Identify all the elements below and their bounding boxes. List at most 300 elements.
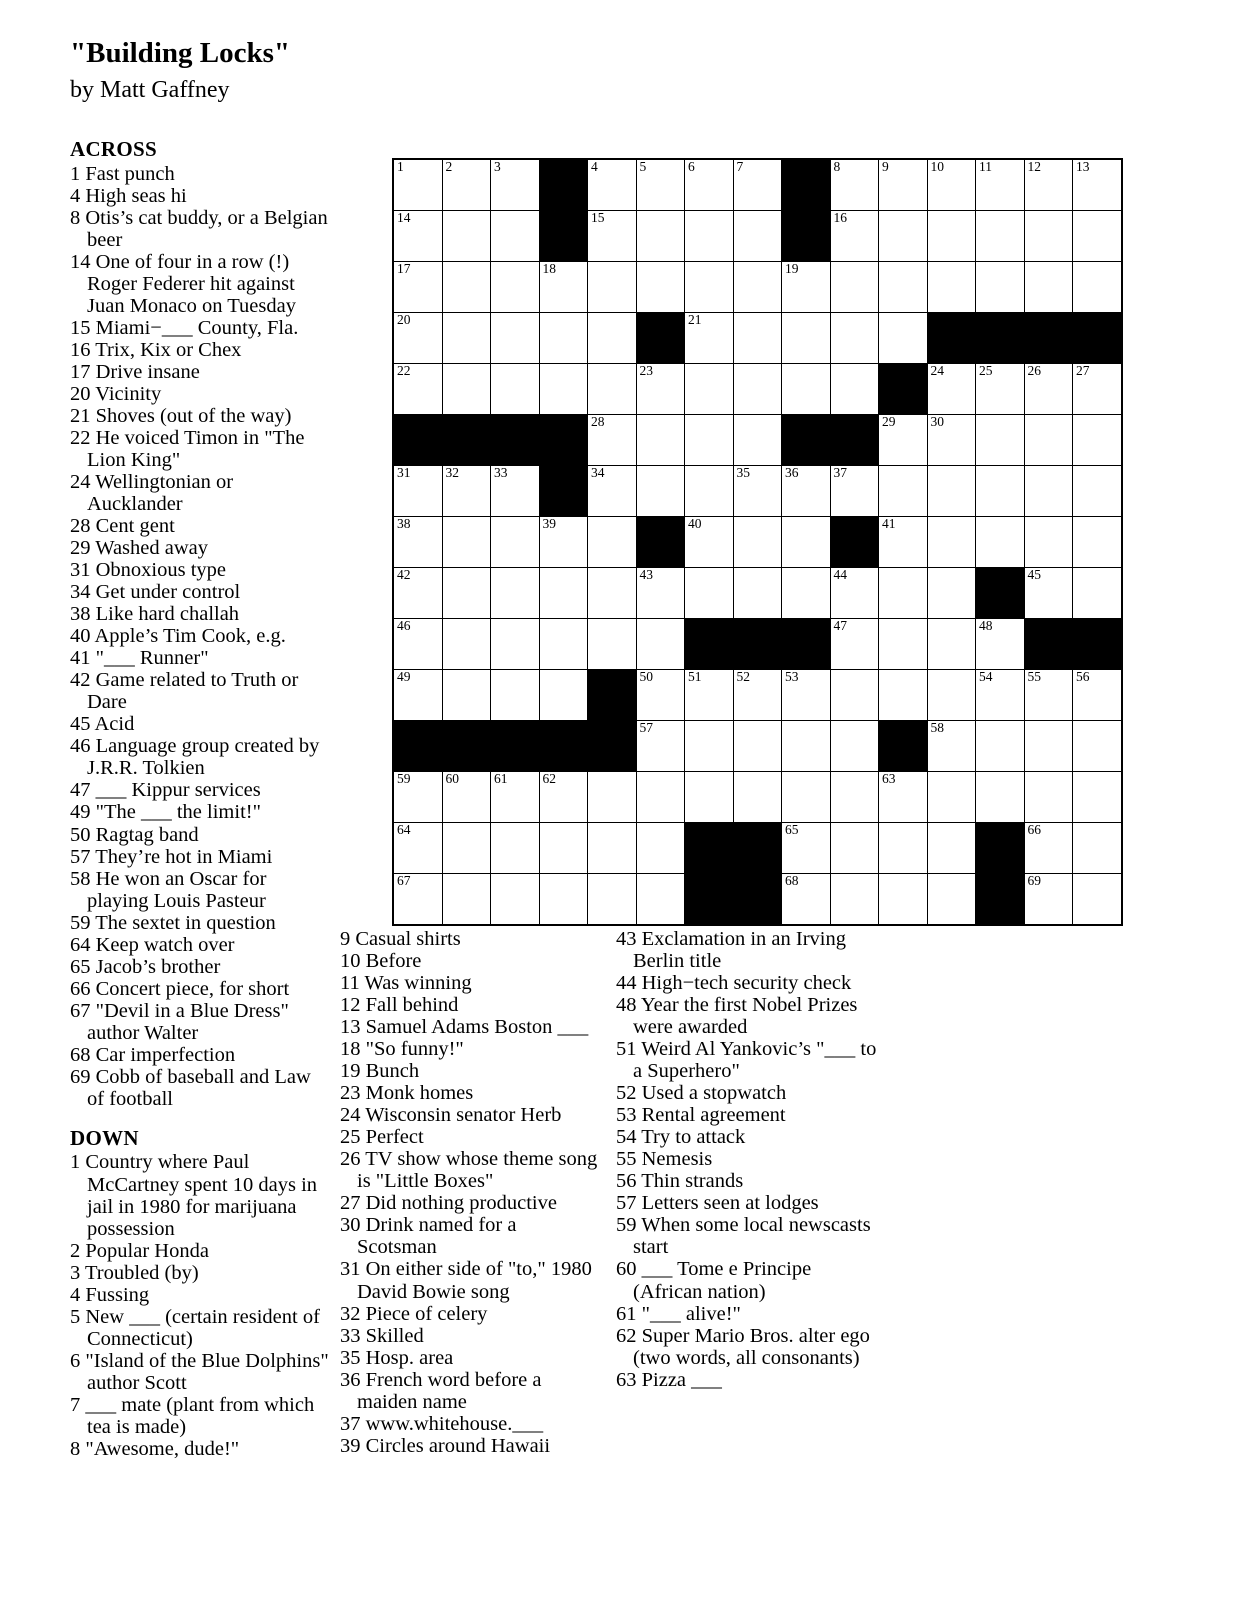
grid-cell[interactable] bbox=[733, 262, 782, 313]
grid-cell-number: 61 bbox=[494, 771, 508, 786]
grid-cell[interactable] bbox=[588, 262, 637, 313]
grid-cell[interactable] bbox=[393, 159, 442, 211]
clue-item: 23 Monk homes bbox=[340, 1082, 474, 1105]
grid-cell[interactable] bbox=[1024, 721, 1073, 772]
grid-cell[interactable] bbox=[879, 211, 928, 262]
grid-cell[interactable] bbox=[442, 823, 491, 874]
grid-cell[interactable] bbox=[685, 568, 734, 619]
clue-item: 40 Apple’s Tim Cook, e.g. bbox=[70, 625, 286, 648]
grid-cell[interactable] bbox=[1024, 823, 1073, 874]
grid-cell[interactable] bbox=[782, 823, 831, 874]
clue-item: 2 Popular Honda bbox=[70, 1239, 209, 1262]
grid-cell-block bbox=[539, 415, 588, 466]
grid-cell[interactable] bbox=[685, 772, 734, 823]
clue-item: 28 Cent gent bbox=[70, 515, 175, 538]
grid-cell[interactable] bbox=[830, 466, 879, 517]
grid-cell-block bbox=[830, 517, 879, 568]
grid-row bbox=[393, 721, 1122, 772]
grid-cell[interactable] bbox=[539, 313, 588, 364]
clue-item: 41 "___ Runner" bbox=[70, 647, 209, 670]
grid-cell-number: 64 bbox=[397, 822, 411, 837]
grid-cell-block bbox=[879, 364, 928, 415]
grid-cell[interactable] bbox=[491, 364, 540, 415]
down-clue-column-2 bbox=[340, 928, 598, 1457]
grid-cell[interactable] bbox=[733, 721, 782, 772]
grid-cell-number: 22 bbox=[397, 363, 411, 378]
clue-item: 38 Like hard challah bbox=[70, 603, 240, 626]
clue-item: 64 Keep watch over bbox=[70, 933, 235, 956]
grid-cell[interactable] bbox=[733, 415, 782, 466]
clue-item: 33 Skilled bbox=[340, 1324, 424, 1347]
grid-cell[interactable] bbox=[685, 721, 734, 772]
grid-cell[interactable] bbox=[1024, 568, 1073, 619]
clue-item: 60 ___ Tome e Principe (African nation) bbox=[616, 1258, 812, 1303]
grid-cell[interactable] bbox=[491, 313, 540, 364]
grid-cell[interactable] bbox=[830, 568, 879, 619]
grid-cell-number: 25 bbox=[979, 363, 993, 378]
grid-cell-number: 26 bbox=[1027, 363, 1041, 378]
grid-cell[interactable] bbox=[685, 262, 734, 313]
grid-cell-number: 59 bbox=[397, 771, 411, 786]
grid-cell-block bbox=[976, 313, 1025, 364]
grid-cell[interactable] bbox=[685, 670, 734, 721]
grid-cell-block bbox=[539, 466, 588, 517]
grid-cell-block bbox=[588, 721, 637, 772]
grid-cell[interactable] bbox=[636, 670, 685, 721]
clue-item: 67 "Devil in a Blue Dress" author Walter bbox=[70, 999, 289, 1044]
clue-item: 1 Fast punch bbox=[70, 162, 175, 185]
grid-cell[interactable] bbox=[1073, 415, 1122, 466]
down-heading: DOWN bbox=[70, 1125, 139, 1150]
grid-cell[interactable] bbox=[685, 364, 734, 415]
grid-cell[interactable] bbox=[879, 517, 928, 568]
grid-cell[interactable] bbox=[539, 619, 588, 670]
grid-cell[interactable] bbox=[491, 517, 540, 568]
grid-cell[interactable] bbox=[442, 670, 491, 721]
clue-item: 39 Circles around Hawaii bbox=[340, 1434, 551, 1457]
grid-cell[interactable] bbox=[1024, 772, 1073, 823]
grid-row bbox=[393, 619, 1122, 670]
clue-column-spacer bbox=[70, 1110, 332, 1127]
grid-cell[interactable] bbox=[491, 619, 540, 670]
grid-cell[interactable] bbox=[636, 823, 685, 874]
across-clue-column bbox=[70, 138, 332, 1460]
grid-cell[interactable] bbox=[636, 466, 685, 517]
clue-item: 63 Pizza ___ bbox=[616, 1368, 722, 1391]
grid-cell[interactable] bbox=[588, 313, 637, 364]
grid-cell-number: 40 bbox=[688, 516, 702, 531]
grid-cell-block bbox=[1024, 619, 1073, 670]
grid-cell[interactable] bbox=[393, 568, 442, 619]
grid-cell[interactable] bbox=[927, 159, 976, 211]
grid-cell[interactable] bbox=[927, 619, 976, 670]
grid-cell-number: 30 bbox=[930, 414, 944, 429]
grid-cell-block bbox=[539, 721, 588, 772]
grid-cell[interactable] bbox=[393, 364, 442, 415]
grid-cell[interactable] bbox=[976, 670, 1025, 721]
grid-cell-number: 60 bbox=[445, 771, 459, 786]
grid-cell-number: 69 bbox=[1027, 873, 1041, 888]
grid-cell[interactable] bbox=[393, 517, 442, 568]
grid-cell[interactable] bbox=[588, 517, 637, 568]
grid-cell[interactable] bbox=[393, 211, 442, 262]
grid-cell-number: 32 bbox=[445, 465, 459, 480]
grid-cell-number: 47 bbox=[833, 618, 847, 633]
grid-cell-number: 39 bbox=[542, 516, 556, 531]
grid-cell[interactable] bbox=[588, 619, 637, 670]
grid-cell[interactable] bbox=[636, 619, 685, 670]
grid-cell[interactable] bbox=[782, 568, 831, 619]
grid-cell[interactable] bbox=[782, 364, 831, 415]
grid-cell[interactable] bbox=[588, 568, 637, 619]
grid-cell-number: 1 bbox=[397, 159, 404, 174]
grid-cell[interactable] bbox=[636, 874, 685, 926]
clue-item: 31 Obnoxious type bbox=[70, 559, 227, 582]
grid-cell-number: 57 bbox=[639, 720, 653, 735]
grid-cell[interactable] bbox=[1073, 568, 1122, 619]
page-title: "Building Locks" bbox=[70, 37, 290, 69]
grid-cell[interactable] bbox=[733, 517, 782, 568]
grid-cell[interactable] bbox=[830, 364, 879, 415]
grid-cell[interactable] bbox=[733, 211, 782, 262]
grid-cell-number: 33 bbox=[494, 465, 508, 480]
grid-cell[interactable] bbox=[539, 262, 588, 313]
grid-cell[interactable] bbox=[1024, 466, 1073, 517]
grid-cell[interactable] bbox=[491, 262, 540, 313]
grid-cell[interactable] bbox=[636, 262, 685, 313]
grid-cell[interactable] bbox=[491, 772, 540, 823]
grid-cell[interactable] bbox=[588, 466, 637, 517]
grid-cell-number: 19 bbox=[785, 261, 799, 276]
grid-cell-block bbox=[393, 721, 442, 772]
grid-cell[interactable] bbox=[782, 772, 831, 823]
grid-cell[interactable] bbox=[1024, 364, 1073, 415]
grid-cell-number: 20 bbox=[397, 312, 411, 327]
grid-cell[interactable] bbox=[879, 313, 928, 364]
grid-cell-number: 7 bbox=[736, 159, 744, 174]
grid-cell[interactable] bbox=[879, 159, 928, 211]
grid-cell-block bbox=[491, 415, 540, 466]
clue-item: 47 ___ Kippur services bbox=[70, 779, 261, 802]
grid-cell[interactable] bbox=[830, 874, 879, 926]
grid-cell[interactable] bbox=[539, 670, 588, 721]
grid-cell[interactable] bbox=[927, 517, 976, 568]
grid-cell-block bbox=[733, 619, 782, 670]
grid-cell[interactable] bbox=[1073, 159, 1122, 211]
grid-cell[interactable] bbox=[830, 772, 879, 823]
grid-cell[interactable] bbox=[393, 313, 442, 364]
clue-item: 21 Shoves (out of the way) bbox=[70, 404, 292, 427]
grid-cell[interactable] bbox=[976, 619, 1025, 670]
grid-cell[interactable] bbox=[927, 568, 976, 619]
grid-cell-block bbox=[442, 721, 491, 772]
clue-item: 34 Get under control bbox=[70, 581, 241, 604]
grid-cell[interactable] bbox=[782, 874, 831, 926]
grid-cell[interactable] bbox=[1024, 874, 1073, 926]
grid-cell[interactable] bbox=[830, 823, 879, 874]
grid-cell[interactable] bbox=[782, 262, 831, 313]
grid-cell[interactable] bbox=[1073, 211, 1122, 262]
grid-cell[interactable] bbox=[782, 466, 831, 517]
grid-cell[interactable] bbox=[782, 517, 831, 568]
grid-cell[interactable] bbox=[491, 823, 540, 874]
grid-cell[interactable] bbox=[685, 415, 734, 466]
grid-cell[interactable] bbox=[636, 415, 685, 466]
grid-cell-number: 65 bbox=[785, 822, 799, 837]
grid-cell[interactable] bbox=[879, 670, 928, 721]
clue-item: 36 French word before a maiden name bbox=[340, 1368, 542, 1413]
grid-cell-number: 36 bbox=[785, 465, 799, 480]
grid-cell[interactable] bbox=[393, 772, 442, 823]
grid-cell[interactable] bbox=[539, 874, 588, 926]
grid-cell-number: 29 bbox=[882, 414, 896, 429]
grid-cell-number: 48 bbox=[979, 618, 993, 633]
grid-cell[interactable] bbox=[830, 313, 879, 364]
grid-cell[interactable] bbox=[879, 466, 928, 517]
grid-cell[interactable] bbox=[927, 721, 976, 772]
grid-cell[interactable] bbox=[539, 823, 588, 874]
grid-cell-block bbox=[1073, 313, 1122, 364]
grid-row bbox=[393, 772, 1122, 823]
grid-cell[interactable] bbox=[491, 159, 540, 211]
grid-cell-number: 15 bbox=[591, 210, 605, 225]
crossword-grid[interactable] bbox=[392, 158, 1123, 926]
grid-cell-number: 34 bbox=[591, 465, 605, 480]
grid-cell[interactable] bbox=[733, 670, 782, 721]
clue-item: 58 He won an Oscar for playing Louis Pasteur bbox=[70, 867, 267, 912]
grid-cell[interactable] bbox=[1073, 262, 1122, 313]
grid-cell[interactable] bbox=[588, 415, 637, 466]
grid-cell-block bbox=[685, 619, 734, 670]
grid-cell[interactable] bbox=[1024, 670, 1073, 721]
grid-row bbox=[393, 262, 1122, 313]
grid-cell-number: 54 bbox=[979, 669, 993, 684]
grid-cell[interactable] bbox=[539, 772, 588, 823]
grid-cell[interactable] bbox=[830, 262, 879, 313]
grid-cell-block bbox=[782, 159, 831, 211]
grid-cell[interactable] bbox=[1073, 364, 1122, 415]
clue-item: 14 One of four in a row (!) Roger Federer hit against Juan Monaco on Tuesday bbox=[70, 250, 296, 317]
grid-cell[interactable] bbox=[879, 823, 928, 874]
grid-cell[interactable] bbox=[879, 568, 928, 619]
grid-cell[interactable] bbox=[491, 211, 540, 262]
grid-row bbox=[393, 466, 1122, 517]
grid-cell[interactable] bbox=[927, 466, 976, 517]
grid-cell[interactable] bbox=[976, 159, 1025, 211]
grid-cell[interactable] bbox=[442, 517, 491, 568]
author-byline: by Matt Gaffney bbox=[70, 76, 230, 103]
grid-cell[interactable] bbox=[927, 772, 976, 823]
grid-cell[interactable] bbox=[588, 772, 637, 823]
grid-cell-number: 66 bbox=[1027, 822, 1041, 837]
grid-cell[interactable] bbox=[539, 517, 588, 568]
grid-cell[interactable] bbox=[830, 721, 879, 772]
clue-item: 1 Country where Paul McCartney spent 10 days in jail in 1980 for marijuana possession bbox=[70, 1151, 318, 1240]
grid-cell[interactable] bbox=[442, 568, 491, 619]
grid-cell[interactable] bbox=[636, 211, 685, 262]
clue-item: 12 Fall behind bbox=[340, 994, 459, 1017]
grid-cell[interactable] bbox=[1073, 517, 1122, 568]
grid-cell[interactable] bbox=[976, 364, 1025, 415]
grid-cell[interactable] bbox=[588, 823, 637, 874]
grid-cell[interactable] bbox=[539, 364, 588, 415]
grid-cell[interactable] bbox=[1024, 211, 1073, 262]
grid-cell[interactable] bbox=[442, 772, 491, 823]
clue-item: 62 Super Mario Bros. alter ego (two words, all consonants) bbox=[616, 1324, 870, 1369]
grid-cell-number: 43 bbox=[639, 567, 653, 582]
grid-cell[interactable] bbox=[442, 466, 491, 517]
grid-cell[interactable] bbox=[733, 364, 782, 415]
grid-cell[interactable] bbox=[393, 670, 442, 721]
grid-cell[interactable] bbox=[393, 262, 442, 313]
grid-cell[interactable] bbox=[733, 568, 782, 619]
clue-item: 42 Game related to Truth or Dare bbox=[70, 669, 299, 714]
grid-cell[interactable] bbox=[685, 517, 734, 568]
grid-cell[interactable] bbox=[879, 874, 928, 926]
grid-cell[interactable] bbox=[491, 568, 540, 619]
down-clue-column-3 bbox=[616, 928, 884, 1391]
grid-cell[interactable] bbox=[1024, 159, 1073, 211]
down-clue-list-part3 bbox=[616, 928, 884, 1391]
grid-cell-number: 51 bbox=[688, 669, 702, 684]
grid-cell[interactable] bbox=[442, 211, 491, 262]
clue-item: 50 Ragtag band bbox=[70, 823, 199, 846]
grid-row bbox=[393, 313, 1122, 364]
grid-cell[interactable] bbox=[442, 313, 491, 364]
grid-cell[interactable] bbox=[636, 159, 685, 211]
clue-item: 31 On either side of "to," 1980 David Bowie song bbox=[340, 1258, 592, 1303]
clue-item: 9 Casual shirts bbox=[340, 928, 461, 950]
clue-item: 17 Drive insane bbox=[70, 360, 200, 383]
grid-cell[interactable] bbox=[733, 772, 782, 823]
grid-cell[interactable] bbox=[1073, 823, 1122, 874]
grid-cell[interactable] bbox=[927, 364, 976, 415]
grid-cell[interactable] bbox=[1073, 466, 1122, 517]
grid-cell-block bbox=[782, 619, 831, 670]
grid-cell[interactable] bbox=[879, 415, 928, 466]
across-heading: ACROSS bbox=[70, 137, 157, 161]
grid-cell-block bbox=[636, 517, 685, 568]
grid-cell[interactable] bbox=[588, 364, 637, 415]
grid-cell[interactable] bbox=[442, 159, 491, 211]
grid-cell-number: 67 bbox=[397, 873, 411, 888]
grid-cell[interactable] bbox=[636, 721, 685, 772]
grid-cell[interactable] bbox=[976, 466, 1025, 517]
grid-cell[interactable] bbox=[588, 211, 637, 262]
grid-cell[interactable] bbox=[393, 823, 442, 874]
grid-cell[interactable] bbox=[976, 262, 1025, 313]
grid-cell-number: 11 bbox=[979, 159, 992, 174]
clue-item: 57 Letters seen at lodges bbox=[616, 1192, 819, 1215]
grid-cell[interactable] bbox=[636, 568, 685, 619]
grid-cell[interactable] bbox=[830, 211, 879, 262]
grid-cell[interactable] bbox=[1024, 262, 1073, 313]
grid-cell[interactable] bbox=[976, 517, 1025, 568]
grid-cell[interactable] bbox=[1073, 721, 1122, 772]
grid-cell[interactable] bbox=[733, 159, 782, 211]
clue-item: 56 Thin strands bbox=[616, 1170, 744, 1193]
grid-cell[interactable] bbox=[442, 619, 491, 670]
grid-cell[interactable] bbox=[1024, 415, 1073, 466]
grid-cell[interactable] bbox=[976, 721, 1025, 772]
clue-item: 22 He voiced Timon in "The Lion King" bbox=[70, 426, 305, 471]
clue-item: 18 "So funny!" bbox=[340, 1038, 464, 1061]
grid-cell-number: 41 bbox=[882, 516, 896, 531]
grid-table[interactable] bbox=[392, 158, 1123, 926]
grid-cell-number: 68 bbox=[785, 873, 799, 888]
grid-cell[interactable] bbox=[927, 670, 976, 721]
grid-cell[interactable] bbox=[733, 466, 782, 517]
grid-cell[interactable] bbox=[830, 619, 879, 670]
grid-cell[interactable] bbox=[1073, 772, 1122, 823]
grid-cell[interactable] bbox=[879, 772, 928, 823]
grid-cell[interactable] bbox=[976, 211, 1025, 262]
grid-cell-number: 37 bbox=[833, 465, 847, 480]
grid-cell[interactable] bbox=[927, 823, 976, 874]
grid-cell[interactable] bbox=[393, 874, 442, 926]
grid-cell[interactable] bbox=[733, 313, 782, 364]
clue-item: 3 Troubled (by) bbox=[70, 1261, 199, 1284]
grid-cell[interactable] bbox=[879, 262, 928, 313]
grid-cell-number: 14 bbox=[397, 210, 411, 225]
grid-cell[interactable] bbox=[636, 772, 685, 823]
grid-cell[interactable] bbox=[782, 670, 831, 721]
grid-cell[interactable] bbox=[588, 874, 637, 926]
grid-cell[interactable] bbox=[830, 159, 879, 211]
grid-cell[interactable] bbox=[927, 415, 976, 466]
grid-cell[interactable] bbox=[927, 874, 976, 926]
title-block bbox=[70, 38, 290, 103]
grid-cell[interactable] bbox=[588, 159, 637, 211]
grid-cell[interactable] bbox=[976, 415, 1025, 466]
grid-cell-block bbox=[1073, 619, 1122, 670]
grid-cell[interactable] bbox=[685, 211, 734, 262]
grid-cell-number: 44 bbox=[833, 567, 847, 582]
grid-cell[interactable] bbox=[685, 159, 734, 211]
grid-cell[interactable] bbox=[1073, 670, 1122, 721]
grid-cell[interactable] bbox=[491, 874, 540, 926]
grid-cell-number: 17 bbox=[397, 261, 411, 276]
grid-cell-number: 42 bbox=[397, 567, 411, 582]
clue-item: 35 Hosp. area bbox=[340, 1346, 454, 1369]
grid-cell[interactable] bbox=[393, 466, 442, 517]
grid-cell[interactable] bbox=[685, 466, 734, 517]
grid-cell[interactable] bbox=[782, 721, 831, 772]
grid-cell[interactable] bbox=[927, 262, 976, 313]
grid-cell[interactable] bbox=[491, 466, 540, 517]
grid-cell[interactable] bbox=[830, 670, 879, 721]
grid-cell[interactable] bbox=[442, 364, 491, 415]
grid-cell[interactable] bbox=[879, 619, 928, 670]
clue-item: 30 Drink named for a Scotsman bbox=[340, 1214, 517, 1259]
grid-cell-number: 4 bbox=[591, 159, 598, 174]
grid-cell[interactable] bbox=[491, 670, 540, 721]
grid-cell[interactable] bbox=[685, 313, 734, 364]
grid-cell[interactable] bbox=[539, 568, 588, 619]
grid-cell-block bbox=[1024, 313, 1073, 364]
grid-cell[interactable] bbox=[1024, 517, 1073, 568]
clue-item: 43 Exclamation in an Irving Berlin title bbox=[616, 928, 846, 973]
grid-cell[interactable] bbox=[782, 313, 831, 364]
grid-cell[interactable] bbox=[1073, 874, 1122, 926]
grid-cell[interactable] bbox=[976, 772, 1025, 823]
grid-cell[interactable] bbox=[636, 364, 685, 415]
grid-cell[interactable] bbox=[442, 262, 491, 313]
grid-cell[interactable] bbox=[393, 619, 442, 670]
grid-cell[interactable] bbox=[442, 874, 491, 926]
grid-cell[interactable] bbox=[927, 211, 976, 262]
clue-item: 46 Language group created by J.R.R. Tolkien bbox=[70, 735, 320, 780]
